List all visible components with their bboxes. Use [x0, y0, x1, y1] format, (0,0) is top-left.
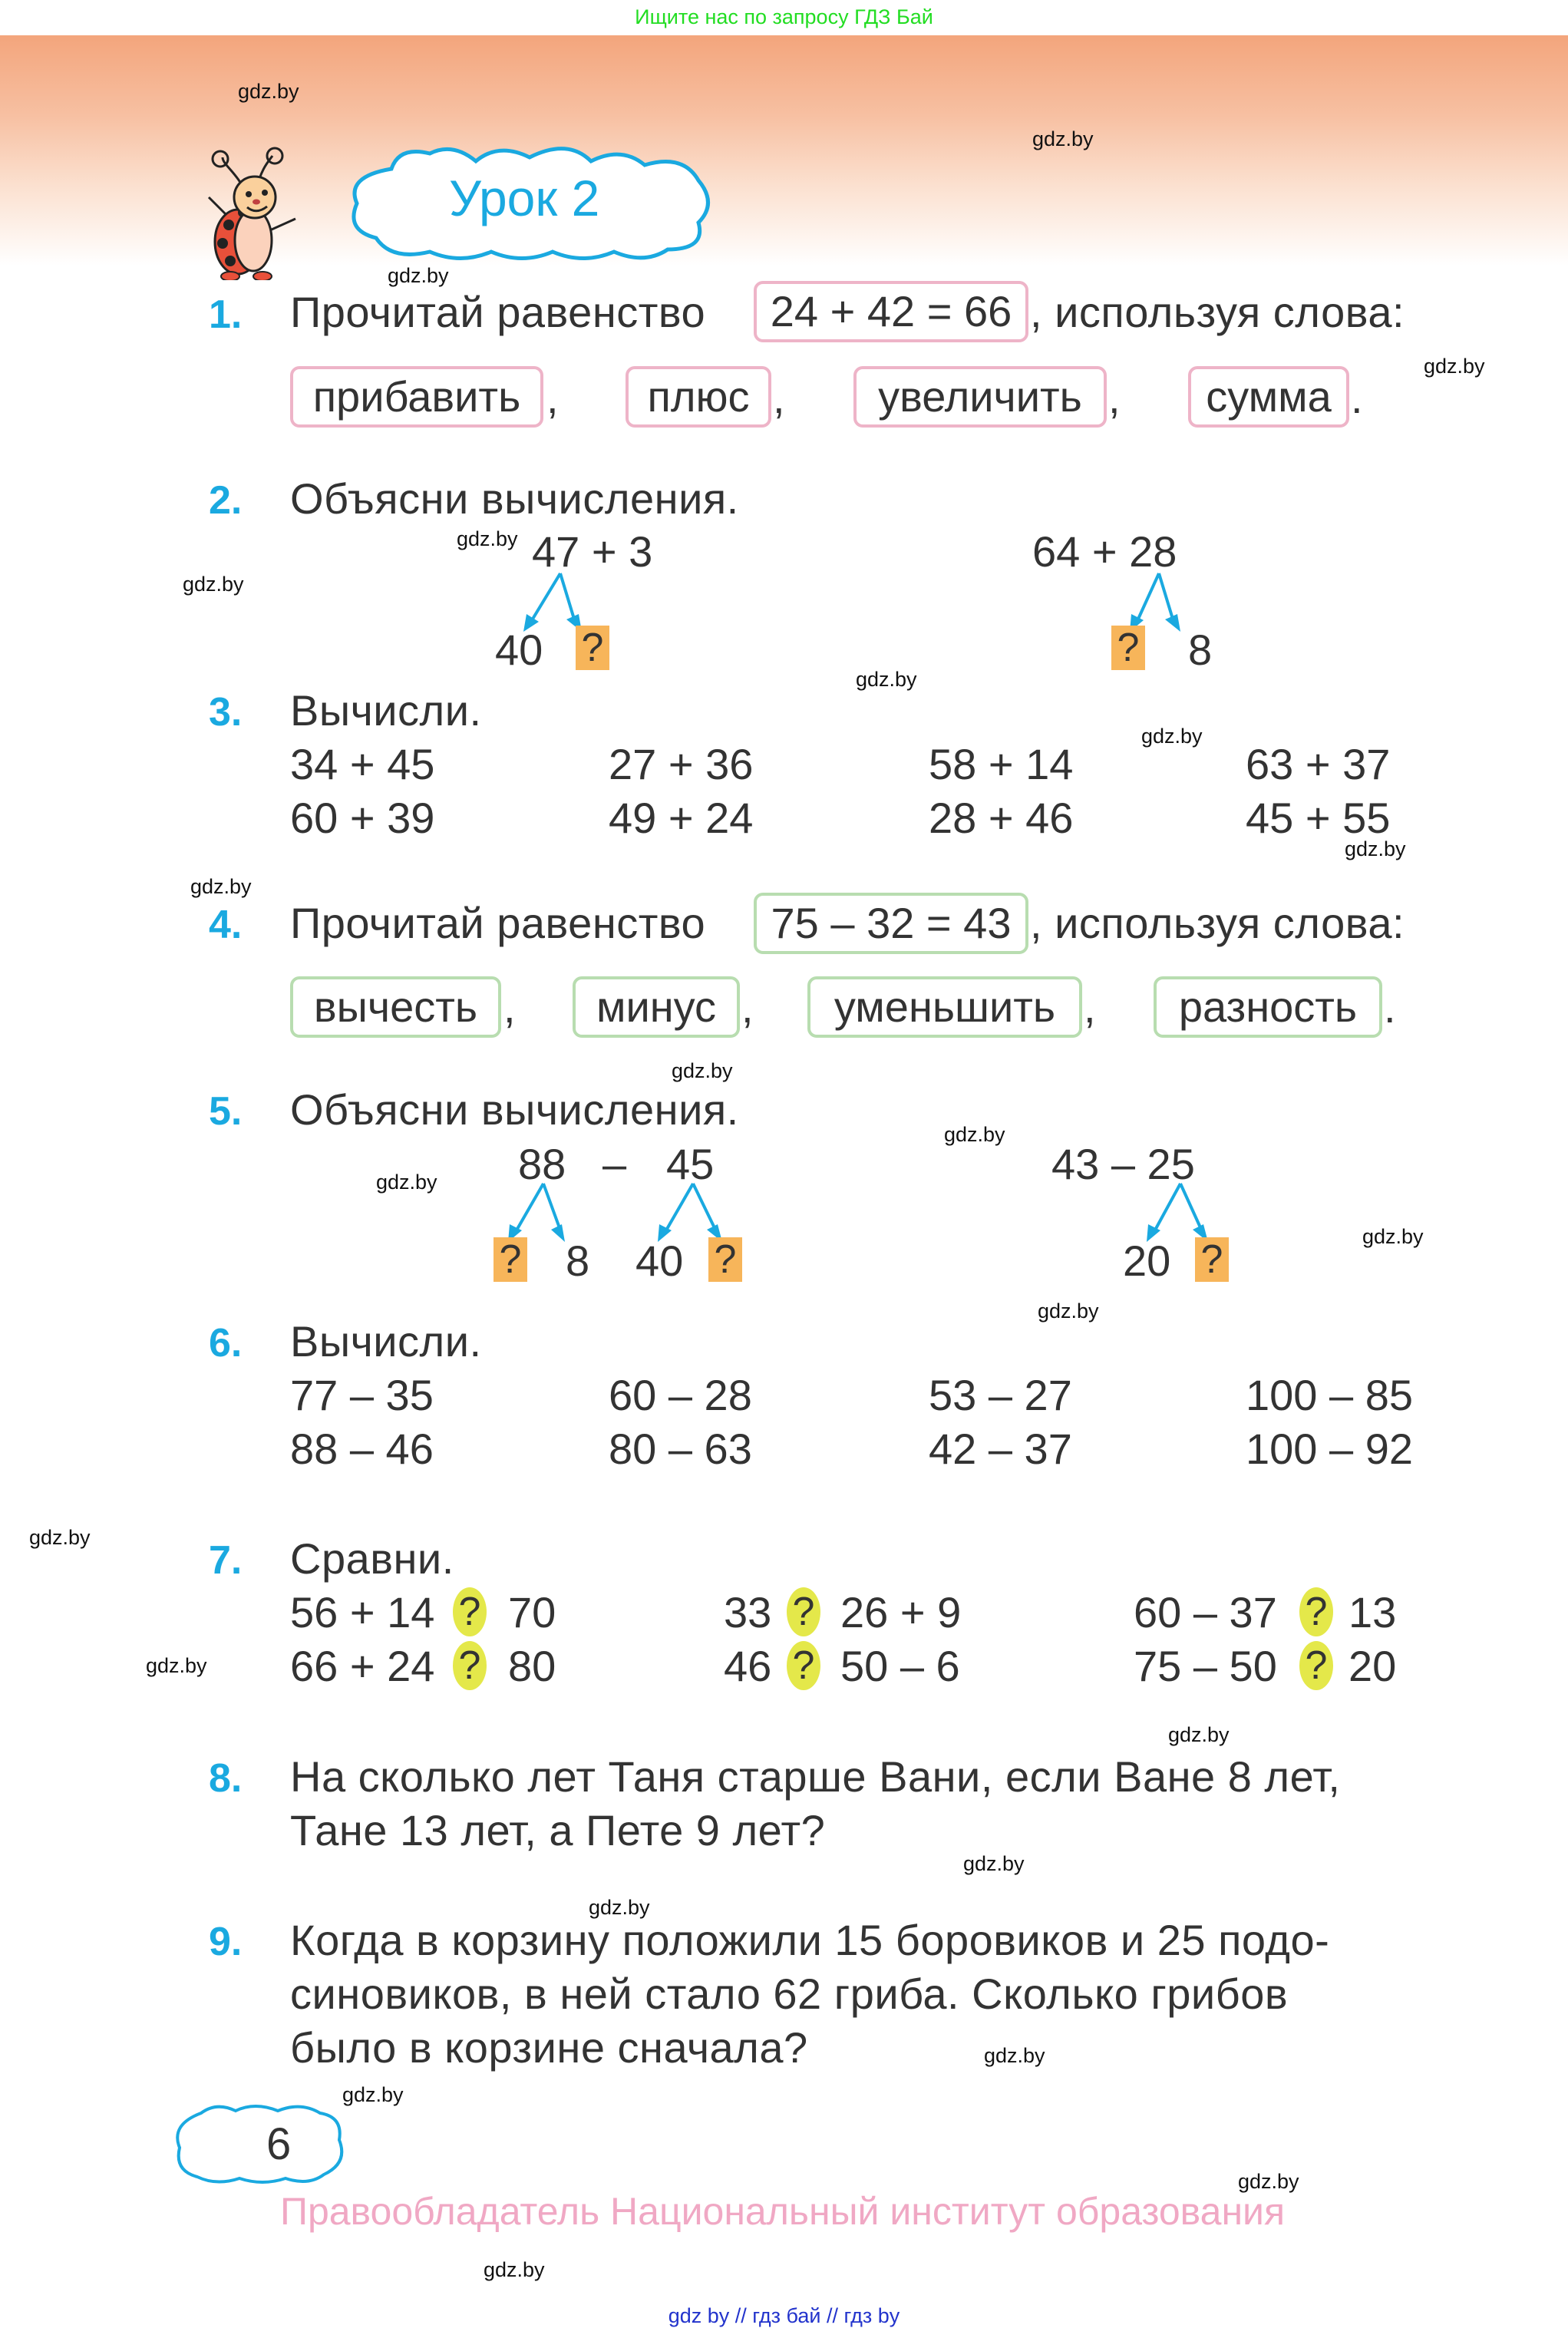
watermark: gdz.by	[190, 875, 252, 898]
separator: ,	[1108, 374, 1121, 422]
task-2-right-part: 8	[1188, 626, 1213, 674]
expression: 80 – 63	[609, 1425, 752, 1473]
page-number-cloud-icon	[170, 2102, 348, 2186]
separator: ,	[773, 374, 786, 422]
expression: 60 – 28	[609, 1371, 752, 1419]
task-4-prefix: Прочитай равенство	[290, 899, 706, 947]
compare-left: 66 + 24	[290, 1642, 435, 1690]
expression: 58 + 14	[929, 740, 1074, 788]
task-3-number: 3.	[209, 690, 243, 735]
watermark: gdz.by	[1141, 725, 1203, 748]
separator: ,	[1084, 983, 1097, 1032]
task-3-text: Вычисли.	[290, 686, 482, 735]
split-arrows-icon	[514, 572, 606, 633]
task-9-number: 9.	[209, 1920, 243, 1964]
compare-right: 26 + 9	[840, 1588, 962, 1636]
watermark: gdz.by	[1424, 355, 1485, 378]
lesson-title: Урок 2	[449, 170, 600, 226]
word-box: увеличить	[853, 366, 1107, 428]
task-5-number: 5.	[209, 1089, 243, 1134]
word-box: разность	[1154, 976, 1382, 1038]
watermark: gdz.by	[457, 527, 518, 550]
task-1-equation: 24 + 42 = 66	[754, 281, 1028, 342]
question-box: ?	[1111, 626, 1145, 670]
question-box: ?	[708, 1237, 742, 1282]
expression: 63 + 37	[1246, 740, 1391, 788]
watermark: gdz.by	[183, 573, 244, 596]
question-box: ?	[1195, 1237, 1229, 1282]
expression: 77 – 35	[290, 1371, 434, 1419]
task-2-number: 2.	[209, 478, 243, 523]
footer-links[interactable]: gdz by // гдз бай // гдз by	[668, 2304, 900, 2327]
task-2-left-expr: 47 + 3	[532, 527, 653, 576]
expression: 34 + 45	[290, 740, 435, 788]
task-5-left-a: 88	[518, 1140, 566, 1188]
separator: ,	[741, 983, 754, 1032]
page-number: 6	[266, 2119, 292, 2169]
expression: 49 + 24	[609, 794, 754, 842]
task-8-number: 8.	[209, 1756, 243, 1801]
split-arrows-icon	[491, 1182, 583, 1243]
task-4-number: 4.	[209, 903, 243, 947]
task-5-text: Объясни вычисления.	[290, 1085, 739, 1134]
word-box: прибавить	[290, 366, 543, 428]
watermark: gdz.by	[146, 1654, 207, 1677]
task-5-part: 20	[1123, 1237, 1171, 1285]
compare-left: 56 + 14	[290, 1588, 435, 1636]
compare-right: 50 – 6	[840, 1642, 960, 1690]
task-9-line: было в корзине сначала?	[290, 2023, 808, 2072]
watermark: gdz.by	[238, 80, 299, 103]
watermark: gdz.by	[944, 1123, 1005, 1146]
watermark: gdz.by	[29, 1526, 91, 1549]
word-box: минус	[573, 976, 740, 1038]
expression: 28 + 46	[929, 794, 1074, 842]
task-5-part: 40	[635, 1237, 684, 1285]
separator: .	[1351, 374, 1364, 422]
compare-left: 75 – 50	[1134, 1642, 1277, 1690]
watermark: gdz.by	[1032, 127, 1094, 150]
watermark: gdz.by	[984, 2044, 1045, 2067]
top-banner-text: Ищите нас по запросу ГДЗ Бай	[635, 5, 933, 28]
watermark: gdz.by	[1238, 2170, 1299, 2193]
task-1-suffix: , используя слова:	[1030, 288, 1405, 336]
task-5-part: 8	[566, 1237, 590, 1285]
watermark: gdz.by	[1168, 1723, 1230, 1746]
top-banner	[0, 0, 1568, 35]
expression: 60 + 39	[290, 794, 435, 842]
task-5-left-b: 45	[666, 1140, 715, 1188]
compare-left: 33	[724, 1588, 772, 1636]
task-4-suffix: , используя слова:	[1030, 899, 1405, 947]
watermark: gdz.by	[963, 1852, 1025, 1875]
expression: 100 – 92	[1246, 1425, 1413, 1473]
split-arrows-icon	[1136, 1182, 1228, 1243]
task-9-line: синовиков, в ней стало 62 гриба. Сколько грибов	[290, 1970, 1289, 2018]
separator: .	[1384, 983, 1397, 1032]
watermark: gdz.by	[1038, 1299, 1099, 1323]
compare-mark: ?	[453, 1641, 487, 1690]
task-4-equation: 75 – 32 = 43	[754, 893, 1028, 954]
word-box: плюс	[626, 366, 771, 428]
word-box: вычесть	[290, 976, 501, 1038]
compare-right: 13	[1348, 1588, 1397, 1636]
compare-left: 46	[724, 1642, 772, 1690]
expression: 53 – 27	[929, 1371, 1072, 1419]
task-2-left-part: 40	[495, 626, 543, 674]
compare-mark: ?	[1299, 1641, 1333, 1690]
compare-mark: ?	[453, 1587, 487, 1636]
task-8-line: На сколько лет Таня старше Вани, если Ване 8 лет,	[290, 1752, 1341, 1801]
expression: 88 – 46	[290, 1425, 434, 1473]
compare-right: 80	[508, 1642, 556, 1690]
expression: 27 + 36	[609, 740, 754, 788]
task-1-number: 1.	[209, 292, 243, 337]
task-7-number: 7.	[209, 1538, 243, 1583]
expression: 45 + 55	[1246, 794, 1391, 842]
separator: ,	[503, 983, 517, 1032]
compare-mark: ?	[787, 1641, 820, 1690]
watermark: gdz.by	[589, 1896, 650, 1919]
task-2-text: Объясни вычисления.	[290, 474, 739, 523]
watermark: gdz.by	[376, 1171, 437, 1194]
expression: 42 – 37	[929, 1425, 1072, 1473]
task-6-number: 6.	[209, 1321, 243, 1365]
watermark: gdz.by	[1345, 837, 1406, 860]
word-box: уменьшить	[807, 976, 1082, 1038]
ladybug-icon	[192, 142, 299, 280]
task-9-line: Когда в корзину положили 15 боровиков и 25 подо-	[290, 1916, 1330, 1964]
word-box: сумма	[1188, 366, 1349, 428]
task-8-line: Тане 13 лет, а Пете 9 лет?	[290, 1806, 826, 1854]
expression: 100 – 85	[1246, 1371, 1413, 1419]
task-5-left-op: –	[602, 1140, 627, 1188]
watermark: gdz.by	[484, 2258, 545, 2281]
copyright-text: Правообладатель Национальный институт образования	[280, 2190, 1286, 2233]
compare-mark: ?	[787, 1587, 820, 1636]
watermark: gdz.by	[672, 1059, 733, 1082]
task-2-right-expr: 64 + 28	[1032, 527, 1177, 576]
question-box: ?	[494, 1237, 527, 1282]
split-arrows-icon	[1113, 572, 1205, 633]
task-5-right-expr: 43 – 25	[1051, 1140, 1195, 1188]
question-box: ?	[576, 626, 609, 670]
task-7-text: Сравни.	[290, 1534, 454, 1583]
compare-mark: ?	[1299, 1587, 1333, 1636]
split-arrows-icon	[641, 1182, 733, 1243]
watermark: gdz.by	[388, 264, 449, 287]
task-1-prefix: Прочитай равенство	[290, 288, 706, 336]
watermark: gdz.by	[1362, 1225, 1424, 1248]
task-6-text: Вычисли.	[290, 1317, 482, 1365]
separator: ,	[546, 374, 560, 422]
compare-left: 60 – 37	[1134, 1588, 1277, 1636]
compare-right: 20	[1348, 1642, 1397, 1690]
compare-right: 70	[508, 1588, 556, 1636]
watermark: gdz.by	[342, 2083, 404, 2106]
watermark: gdz.by	[856, 668, 917, 691]
